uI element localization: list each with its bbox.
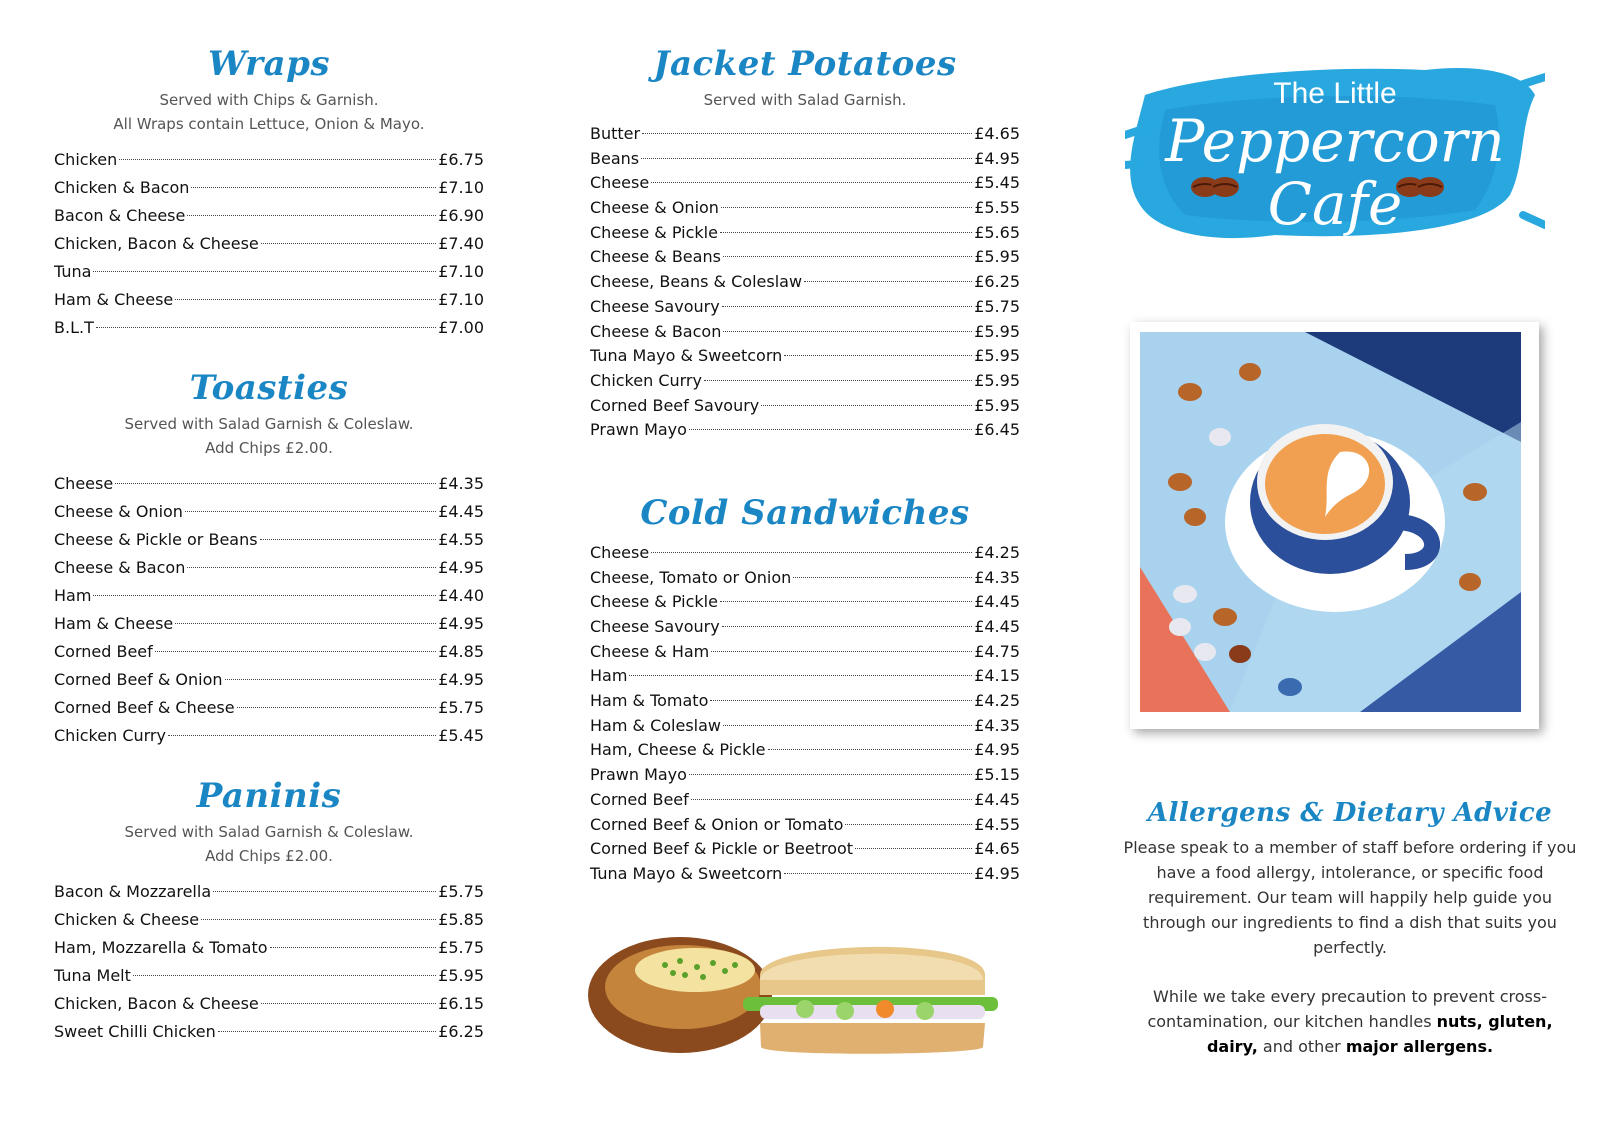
allergens-title: Allergens & Dietary Advice	[1147, 798, 1553, 828]
menu-item	[590, 320, 1020, 345]
menu-item-price: £4.40	[438, 586, 484, 605]
menu-item-name: Corned Beef	[590, 789, 689, 809]
dot-leader	[761, 405, 972, 406]
dot-leader	[175, 623, 436, 624]
dot-leader	[260, 539, 437, 540]
toasties-list	[54, 470, 484, 750]
menu-item-name: Ham, Mozzarella & Tomato	[54, 938, 268, 957]
logo-line-2: Peppercorn	[1165, 107, 1505, 175]
menu-item	[54, 990, 484, 1018]
allergens-section	[1120, 798, 1580, 828]
menu-item-name: Tuna	[54, 262, 92, 281]
menu-item-name: Corned Beef & Pickle or Beetroot	[590, 839, 854, 859]
logo-line-3: Cafe	[1267, 170, 1403, 238]
menu-item	[590, 369, 1020, 394]
menu-item-price: £5.95	[974, 247, 1020, 267]
menu-item-name: Cheese	[590, 542, 650, 562]
menu-item-name: Tuna Mayo & Sweetcorn	[590, 346, 783, 366]
menu-item	[590, 344, 1020, 369]
menu-item-name: Chicken Curry	[590, 370, 702, 390]
allergens-para2-mid: and other	[1262, 1037, 1341, 1056]
dot-leader	[629, 675, 972, 676]
menu-item-name: Corned Beef	[54, 642, 153, 661]
menu-item-price: £6.25	[438, 1022, 484, 1041]
menu-item-name: Cheese, Beans & Coleslaw	[590, 272, 803, 292]
menu-item	[590, 590, 1020, 615]
menu-item-name: Chicken, Bacon & Cheese	[54, 234, 259, 253]
dot-leader	[191, 187, 436, 188]
menu-item	[590, 221, 1020, 246]
jacket-title: Jacket Potatoes	[653, 44, 957, 84]
menu-item-price: £4.95	[438, 670, 484, 689]
dot-leader	[768, 749, 973, 750]
menu-item-price: £5.95	[438, 966, 484, 985]
menu-item-name: Ham & Cheese	[54, 614, 174, 633]
menu-item-name: Cheese, Tomato or Onion	[590, 567, 792, 587]
menu-item	[54, 694, 484, 722]
menu-item	[54, 582, 484, 610]
sandwich-image	[743, 947, 998, 1054]
menu-item	[590, 763, 1020, 788]
menu-item	[590, 664, 1020, 689]
menu-item-price: £4.15	[974, 666, 1020, 686]
menu-item	[590, 270, 1020, 295]
menu-item-price: £6.45	[974, 420, 1020, 440]
menu-item-price: £4.65	[974, 839, 1020, 859]
menu-item	[54, 230, 484, 258]
menu-item-name: Cheese & Beans	[590, 247, 721, 267]
dot-leader	[641, 158, 972, 159]
logo-line-1: The Little	[1273, 77, 1397, 110]
menu-item-name: Ham & Tomato	[590, 691, 709, 711]
menu-item-price: £5.75	[438, 882, 484, 901]
dot-leader	[119, 159, 436, 160]
dot-leader	[720, 601, 972, 602]
menu-item-name: Cheese & Bacon	[54, 558, 186, 577]
dot-leader	[187, 215, 436, 216]
menu-item	[590, 418, 1020, 443]
menu-item-price: £7.10	[438, 262, 484, 281]
dot-leader	[642, 133, 972, 134]
allergens-paragraph-2	[1120, 984, 1580, 1059]
menu-item	[54, 1018, 484, 1046]
toasties-subtitle-line1: Served with Salad Garnish & Coleslaw.	[124, 415, 414, 433]
wraps-title: Wraps	[207, 44, 330, 84]
dot-leader	[115, 483, 436, 484]
menu-item	[590, 640, 1020, 665]
menu-item-price: £4.95	[974, 740, 1020, 760]
menu-item	[54, 666, 484, 694]
menu-item-name: B.L.T	[54, 318, 94, 337]
menu-item-price: £5.75	[438, 698, 484, 717]
allergens-text	[1120, 835, 1580, 1083]
dot-leader	[93, 271, 436, 272]
menu-item-price: £4.45	[974, 592, 1020, 612]
dot-leader	[651, 552, 972, 553]
dot-leader	[689, 774, 972, 775]
menu-item-price: £7.00	[438, 318, 484, 337]
menu-item	[590, 714, 1020, 739]
dot-leader	[175, 299, 436, 300]
menu-item	[590, 738, 1020, 763]
menu-item	[590, 196, 1020, 221]
menu-item-name: Cheese & Ham	[590, 641, 710, 661]
dot-leader	[804, 281, 972, 282]
dot-leader	[710, 700, 972, 701]
menu-item-name: Chicken	[54, 150, 118, 169]
menu-item-name: Bacon & Cheese	[54, 206, 186, 225]
menu-item	[590, 394, 1020, 419]
menu-item	[590, 566, 1020, 591]
dot-leader	[96, 327, 436, 328]
menu-item	[54, 906, 484, 934]
menu-item-price: £5.95	[974, 395, 1020, 415]
menu-item	[54, 554, 484, 582]
menu-item-price: £4.75	[974, 641, 1020, 661]
menu-item	[590, 147, 1020, 172]
menu-item	[590, 171, 1020, 196]
menu-item-name: Ham	[54, 586, 92, 605]
menu-item	[590, 295, 1020, 320]
paninis-subtitle-line2: Add Chips £2.00.	[205, 847, 333, 865]
menu-item-price: £5.45	[438, 726, 484, 745]
menu-item-name: Butter	[590, 124, 641, 143]
menu-item-name: Bacon & Mozzarella	[54, 882, 212, 901]
dot-leader	[213, 891, 436, 892]
menu-item-name: Corned Beef & Onion	[54, 670, 223, 689]
menu-item-name: Cheese	[54, 474, 114, 493]
menu-item-name: Chicken, Bacon & Cheese	[54, 994, 259, 1013]
menu-item-price: £7.10	[438, 290, 484, 309]
menu-item-price: £4.95	[974, 863, 1020, 883]
menu-item-name: Cheese & Onion	[590, 198, 719, 218]
menu-item-price: £5.55	[974, 198, 1020, 218]
dot-leader	[270, 947, 437, 948]
menu-item-name: Tuna Melt	[54, 966, 131, 985]
menu-item	[54, 498, 484, 526]
menu-item-price: £4.25	[974, 691, 1020, 711]
dot-leader	[237, 707, 437, 708]
menu-item-price: £5.75	[438, 938, 484, 957]
menu-item	[590, 837, 1020, 862]
menu-item-price: £4.35	[438, 474, 484, 493]
menu-item-name: Corned Beef & Cheese	[54, 698, 235, 717]
menu-item-price: £6.15	[438, 994, 484, 1013]
menu-item-name: Sweet Chilli Chicken	[54, 1022, 216, 1041]
dot-leader	[261, 1003, 436, 1004]
menu-item-price: £4.55	[438, 530, 484, 549]
toasties-subtitle	[54, 412, 484, 460]
menu-item	[590, 245, 1020, 270]
menu-item-price: £4.25	[974, 542, 1020, 562]
menu-item-price: £5.95	[974, 321, 1020, 341]
menu-item-price: £4.95	[438, 614, 484, 633]
menu-item-price: £4.65	[974, 124, 1020, 143]
menu-item-name: Cheese & Pickle or Beans	[54, 530, 258, 549]
dot-leader	[691, 799, 972, 800]
menu-item-name: Chicken & Cheese	[54, 910, 200, 929]
menu-item-price: £5.95	[974, 346, 1020, 366]
dot-leader	[723, 256, 972, 257]
dot-leader	[721, 207, 972, 208]
menu-item	[54, 638, 484, 666]
menu-item-name: Cheese & Onion	[54, 502, 183, 521]
wraps-subtitle	[54, 88, 484, 136]
menu-item-name: Ham & Coleslaw	[590, 715, 721, 735]
column-middle	[590, 0, 1020, 887]
menu-item-price: £4.85	[438, 642, 484, 661]
dot-leader	[720, 232, 972, 233]
cold-list	[590, 541, 1020, 887]
dot-leader	[722, 626, 973, 627]
menu-item-price: £4.55	[974, 814, 1020, 834]
menu-item-name: Cheese Savoury	[590, 296, 720, 316]
menu-item	[54, 146, 484, 174]
menu-item	[590, 541, 1020, 566]
menu-item-price: £5.85	[438, 910, 484, 929]
jacket-list	[590, 122, 1020, 443]
menu-item	[54, 878, 484, 906]
menu-item-name: Cheese & Bacon	[590, 321, 722, 341]
menu-item-name: Ham, Cheese & Pickle	[590, 740, 766, 760]
menu-item-price: £4.95	[974, 148, 1020, 168]
toasties-subtitle-line2: Add Chips £2.00.	[205, 439, 333, 457]
menu-item-price: £5.75	[974, 296, 1020, 316]
jacket-subtitle: Served with Salad Garnish.	[703, 91, 907, 109]
menu-item	[54, 286, 484, 314]
menu-item	[54, 258, 484, 286]
dot-leader	[187, 567, 436, 568]
menu-item-price: £4.35	[974, 715, 1020, 735]
dot-leader	[793, 577, 972, 578]
wraps-list	[54, 146, 484, 342]
paninis-subtitle-line1: Served with Salad Garnish & Coleslaw.	[124, 823, 414, 841]
dot-leader	[133, 975, 436, 976]
wraps-subtitle-line1: Served with Chips & Garnish.	[159, 91, 379, 109]
menu-item-price: £4.95	[438, 558, 484, 577]
paninis-list	[54, 878, 484, 1046]
menu-item	[54, 526, 484, 554]
dot-leader	[651, 182, 972, 183]
menu-item	[54, 962, 484, 990]
menu-item-price: £4.45	[974, 789, 1020, 809]
menu-item-name: Beans	[590, 148, 640, 168]
toasties-title: Toasties	[189, 368, 349, 408]
menu-item-name: Cheese	[590, 173, 650, 193]
menu-item-name: Cheese Savoury	[590, 617, 720, 636]
menu-item-name: Prawn Mayo	[590, 765, 687, 785]
paninis-subtitle	[54, 820, 484, 868]
dot-leader	[261, 243, 436, 244]
menu-item-name: Chicken Curry	[54, 726, 166, 745]
allergens-paragraph-1: Please speak to a member of staff before ordering if you have a food allergy, intolerance, or specific food requirement. Our team will happily help guide you through our ingredients to find a dish that suits you perfectly.	[1123, 838, 1577, 957]
menu-item	[54, 934, 484, 962]
column-left	[54, 0, 484, 1046]
menu-item-price: £6.90	[438, 206, 484, 225]
menu-item	[54, 470, 484, 498]
menu-item-name: Tuna Mayo & Sweetcorn	[590, 863, 783, 883]
menu-item-name: Ham	[590, 666, 628, 686]
dot-leader	[704, 380, 972, 381]
potato-and-sandwich-illustration	[585, 935, 1005, 1069]
dot-leader	[168, 735, 436, 736]
dot-leader	[201, 919, 436, 920]
dot-leader	[723, 725, 972, 726]
menu-item-price: £4.35	[974, 567, 1020, 587]
dot-leader	[784, 873, 972, 874]
dot-leader	[845, 824, 972, 825]
allergens-para2-bold2: major allergens.	[1345, 1037, 1494, 1056]
menu-item	[54, 314, 484, 342]
menu-item-name: Prawn Mayo	[590, 420, 687, 440]
menu-item	[590, 788, 1020, 813]
menu-item-price: £5.65	[974, 222, 1020, 242]
menu-item-name: Cheese & Pickle	[590, 222, 718, 242]
menu-item-name: Cheese & Pickle	[590, 592, 718, 612]
menu-item	[54, 722, 484, 750]
dot-leader	[711, 651, 972, 652]
dot-leader	[855, 848, 972, 849]
cafe-logo	[1125, 55, 1545, 255]
dot-leader	[185, 511, 436, 512]
menu-item-price: £5.45	[974, 173, 1020, 193]
dot-leader	[722, 306, 973, 307]
jacket-potato-image	[588, 937, 772, 1053]
dot-leader	[723, 331, 972, 332]
allergens-para2-start: While we take every precaution to prevent cross-contamination, our kitchen handles	[1147, 987, 1547, 1031]
menu-item	[590, 862, 1020, 887]
cold-title: Cold Sandwiches	[640, 492, 970, 533]
menu-item	[54, 202, 484, 230]
paninis-title: Paninis	[196, 776, 342, 816]
menu-item	[590, 122, 1020, 147]
menu-item-price: £7.40	[438, 234, 484, 253]
menu-item-price: £6.75	[438, 150, 484, 169]
menu-item-name: Chicken & Bacon	[54, 178, 190, 197]
menu-item-price: £5.95	[974, 370, 1020, 390]
allergens-para2-bold1: nuts, gluten, dairy,	[1206, 1012, 1553, 1056]
menu-item-price: £6.25	[974, 272, 1020, 292]
menu-item	[590, 689, 1020, 714]
dot-leader	[784, 355, 972, 356]
menu-item	[590, 813, 1020, 838]
menu-item-name: Corned Beef Savoury	[590, 395, 760, 415]
coffee-cup-illustration	[1130, 322, 1539, 729]
menu-item-price: £4.45	[438, 502, 484, 521]
menu-item-name: Ham & Cheese	[54, 290, 174, 309]
dot-leader	[155, 651, 436, 652]
dot-leader	[218, 1031, 436, 1032]
menu-item-price: £5.15	[974, 765, 1020, 785]
menu-item	[54, 610, 484, 638]
menu-item	[54, 174, 484, 202]
menu-item	[590, 615, 1020, 640]
menu-item-price: £7.10	[438, 178, 484, 197]
menu-item-price: £4.45	[974, 617, 1020, 636]
dot-leader	[689, 429, 972, 430]
menu-item-name: Corned Beef & Onion or Tomato	[590, 814, 844, 834]
dot-leader	[225, 679, 437, 680]
wraps-subtitle-line2: All Wraps contain Lettuce, Onion & Mayo.	[113, 115, 425, 133]
dot-leader	[93, 595, 436, 596]
